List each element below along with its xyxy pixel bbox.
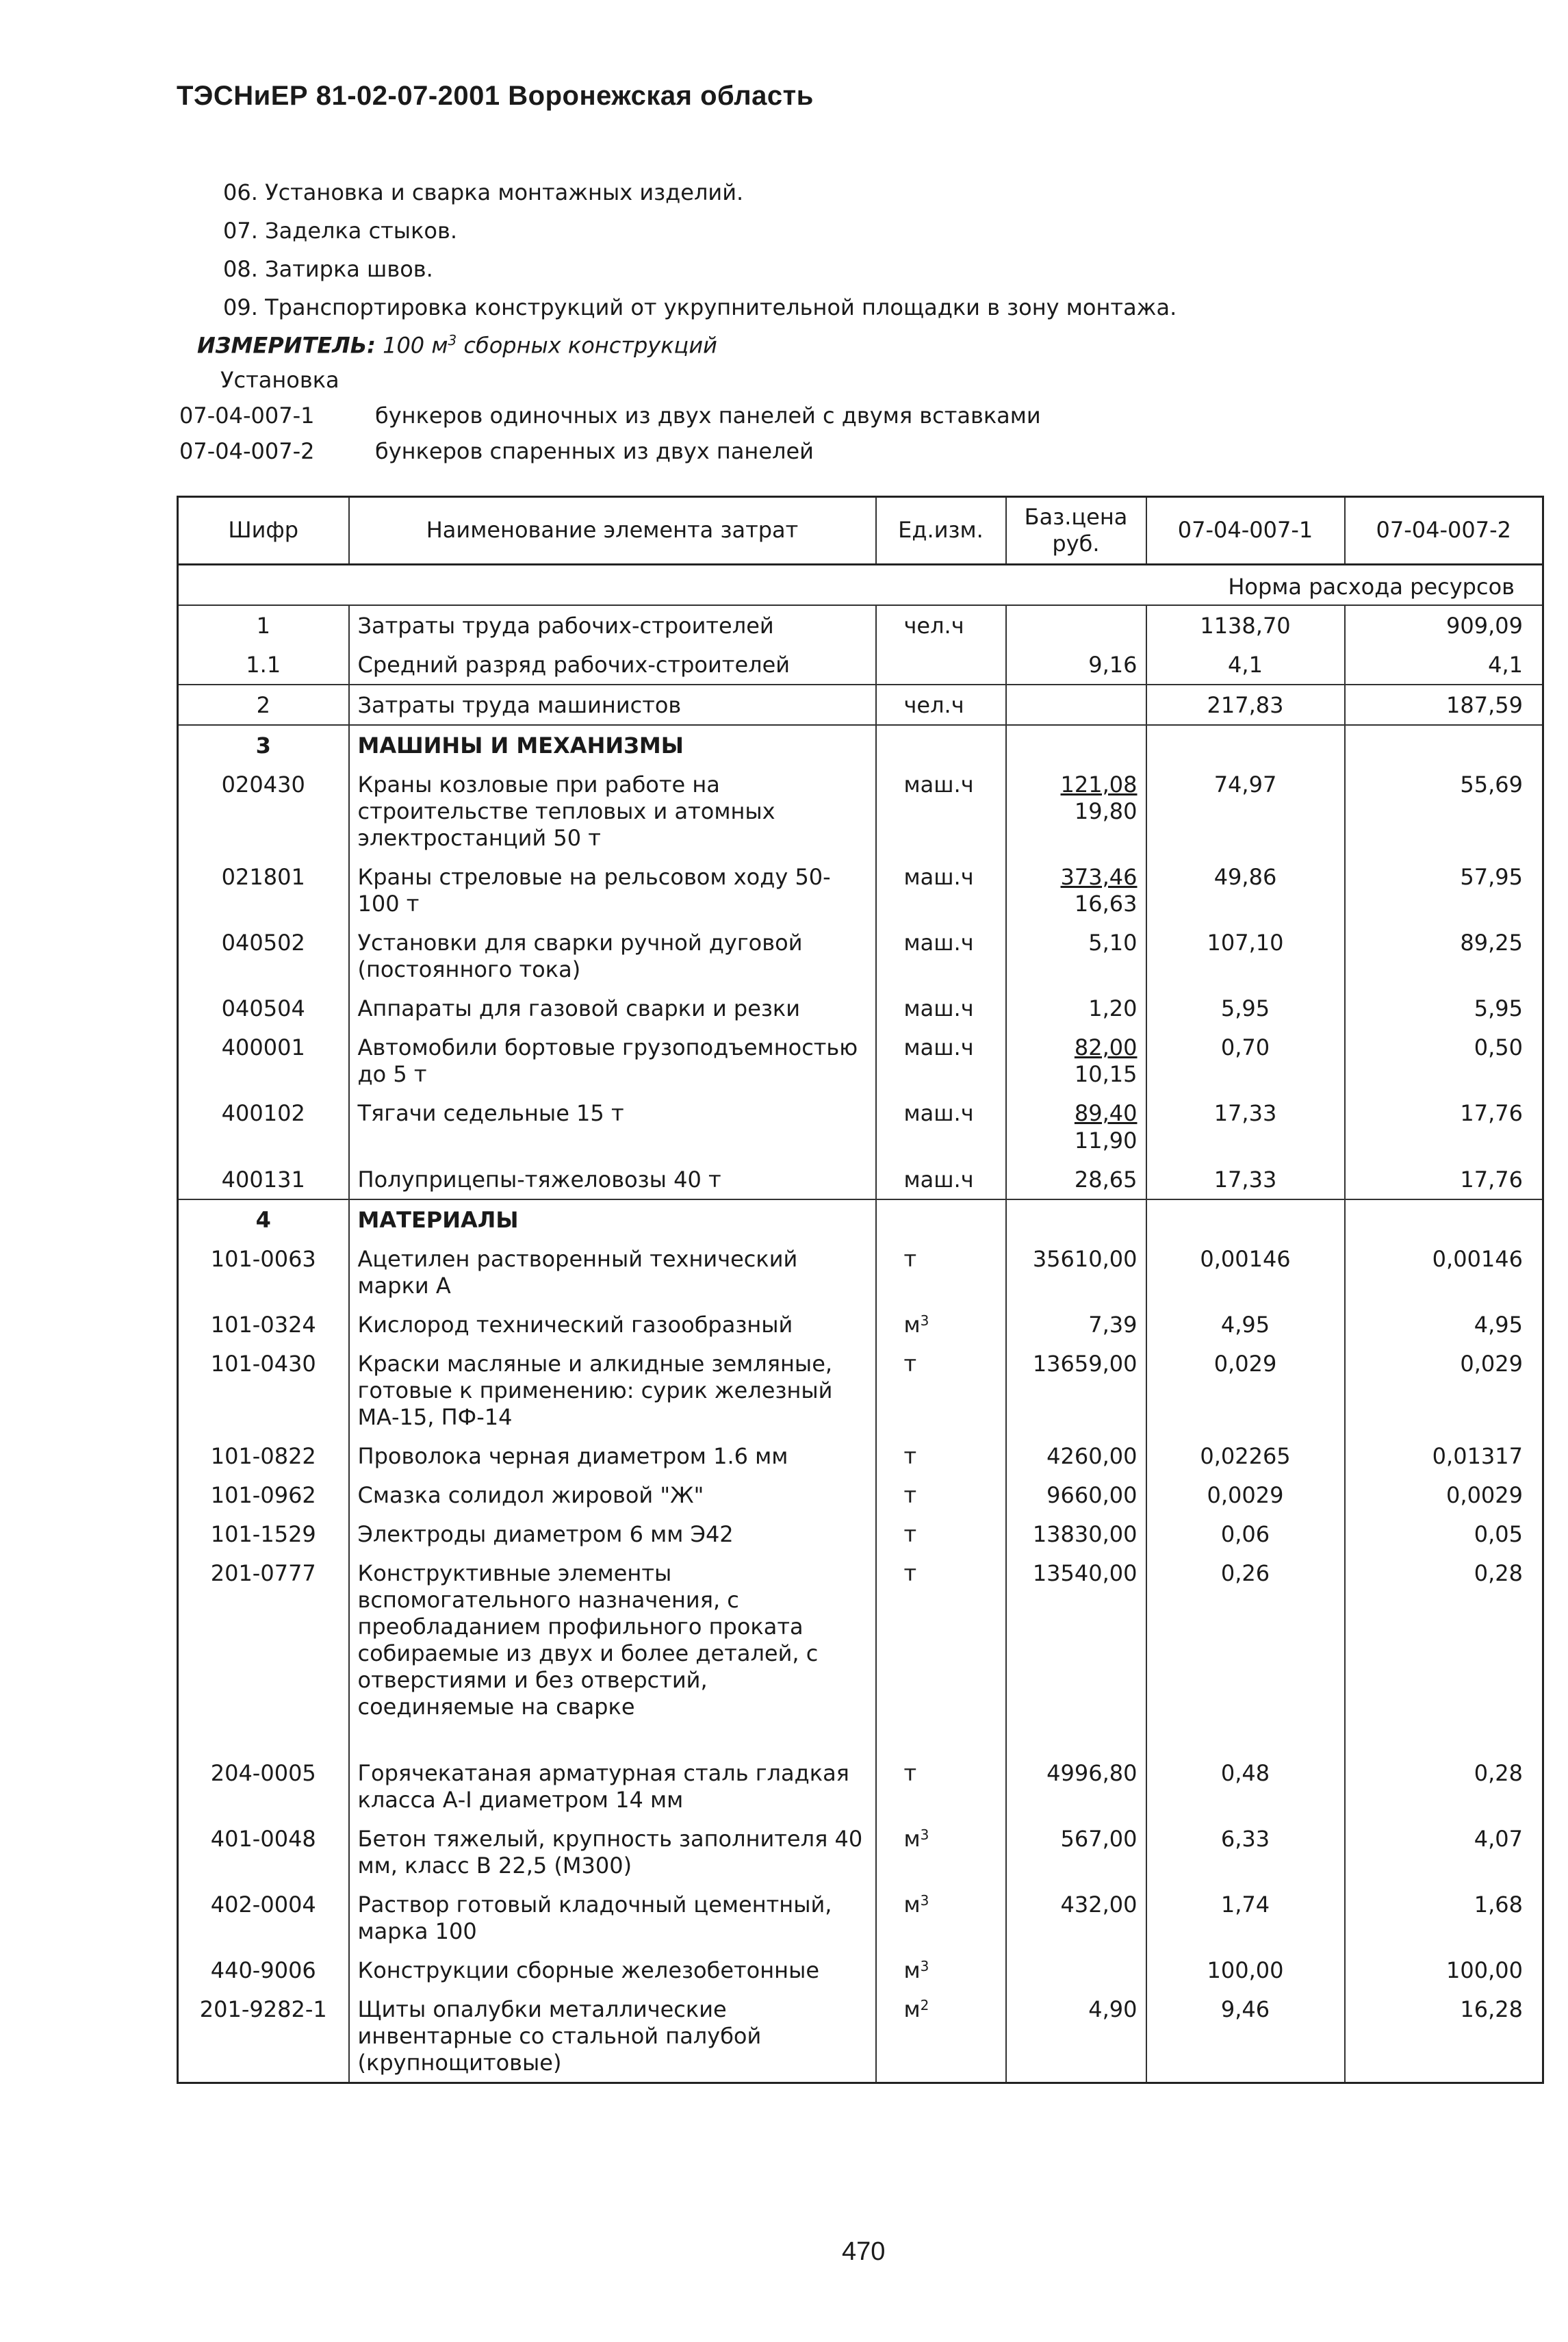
variant-desc: бункеров одиночных из двух панелей с двумя вставками — [375, 403, 1041, 429]
cell-unit — [876, 1475, 1006, 1514]
header-price: Баз.цена руб. — [1006, 497, 1146, 565]
unit-sup: 3 — [920, 1312, 929, 1329]
cell-unit — [876, 685, 1006, 725]
cell-code: 440-9006 — [178, 1950, 349, 1989]
unit-text: чел.ч — [903, 613, 964, 639]
cell-unit — [876, 765, 1006, 857]
cell-price — [1006, 725, 1146, 765]
header-name: Наименование элемента затрат — [349, 497, 876, 565]
cell-norm-2: 17,76 — [1345, 1160, 1543, 1199]
cell-norm-2: 5,95 — [1345, 989, 1543, 1028]
unit-sup: 3 — [920, 1958, 929, 1975]
unit-text: м — [903, 1996, 921, 2023]
cell-unit — [876, 1885, 1006, 1950]
unit-text: маш.ч — [903, 1034, 974, 1061]
price-wage-value: 11,90 — [1074, 1127, 1138, 1154]
norm-title-row — [178, 565, 1543, 606]
cell-code: 020430 — [178, 765, 349, 857]
cell-name: Краски масляные и алкидные земляные, готовые к применению: сурик железный МА-15, ПФ-14 — [349, 1344, 876, 1436]
header-col2: 07-04-007-2 — [1345, 497, 1543, 565]
page-number: 470 — [842, 2237, 886, 2266]
cell-price — [1006, 1199, 1146, 1239]
unit-text: маш.ч — [903, 930, 974, 956]
price-value: 5,10 — [1088, 930, 1138, 956]
price-value: 373,46 — [1060, 864, 1138, 891]
cell-norm-1: 17,33 — [1146, 1093, 1345, 1159]
unit-sup: 3 — [920, 1826, 929, 1844]
cell-norm-1: 17,33 — [1146, 1160, 1345, 1199]
norm-title: Норма расхода ресурсов — [178, 565, 1543, 606]
cell-norm-2: 16,28 — [1345, 1989, 1543, 2083]
table-row — [178, 1819, 1543, 1885]
cell-norm-1: 100,00 — [1146, 1950, 1345, 1989]
cell-norm-2: 55,69 — [1345, 765, 1543, 857]
cell-norm-2: 0,00146 — [1345, 1239, 1543, 1305]
cell-name: Раствор готовый кладочный цементный, марка 100 — [349, 1885, 876, 1950]
cell-norm-2: 0,05 — [1345, 1514, 1543, 1553]
cell-norm-2: 0,01317 — [1345, 1436, 1543, 1475]
unit-text: м — [903, 1957, 921, 1984]
cell-price — [1006, 923, 1146, 989]
table-row — [178, 923, 1543, 989]
cell-unit — [876, 1344, 1006, 1436]
unit-text: т — [903, 1560, 917, 1586]
cell-code: 201-0777 — [178, 1553, 349, 1753]
measure-line — [197, 332, 717, 359]
cell-name: Полуприцепы-тяжеловозы 40 т — [349, 1160, 876, 1199]
cell-price — [1006, 1553, 1146, 1753]
unit-text: маш.ч — [903, 1166, 974, 1193]
cell-norm-1: 74,97 — [1146, 765, 1345, 857]
cell-unit — [876, 857, 1006, 923]
cell-code: 101-0324 — [178, 1305, 349, 1344]
operation-line: 06. Установка и сварка монтажных изделий. — [223, 179, 744, 205]
unit-text: маш.ч — [903, 772, 974, 798]
cell-price — [1006, 1819, 1146, 1885]
cell-norm-2: 0,28 — [1345, 1753, 1543, 1819]
cell-name: Краны стреловые на рельсовом ходу 50-100 т — [349, 857, 876, 923]
table-row — [178, 1885, 1543, 1950]
cell-norm-1 — [1146, 1199, 1345, 1239]
cell-norm-1: 4,95 — [1146, 1305, 1345, 1344]
cell-norm-1: 217,83 — [1146, 685, 1345, 725]
cell-price — [1006, 1753, 1146, 1819]
cell-unit — [876, 1989, 1006, 2083]
cell-unit — [876, 1819, 1006, 1885]
table-row — [178, 645, 1543, 685]
cell-norm-2: 187,59 — [1345, 685, 1543, 725]
cell-norm-1: 0,70 — [1146, 1028, 1345, 1093]
cell-unit — [876, 1028, 1006, 1093]
cell-code: 201-9282-1 — [178, 1989, 349, 2083]
cell-price — [1006, 1305, 1146, 1344]
price-value: 432,00 — [1060, 1892, 1138, 1918]
table-row — [178, 765, 1543, 857]
cell-code: 101-0822 — [178, 1436, 349, 1475]
cell-price — [1006, 1885, 1146, 1950]
unit-sup: 2 — [920, 1997, 929, 2014]
unit-text: т — [903, 1350, 917, 1377]
price-wage-value: 19,80 — [1074, 798, 1138, 825]
cell-name: МАТЕРИАЛЫ — [349, 1199, 876, 1239]
cell-norm-1: 0,02265 — [1146, 1436, 1345, 1475]
cell-unit — [876, 1093, 1006, 1159]
cell-norm-1: 107,10 — [1146, 923, 1345, 989]
cell-price — [1006, 1239, 1146, 1305]
unit-text: т — [903, 1481, 917, 1508]
cell-name: Затраты труда машинистов — [349, 685, 876, 725]
resource-norm-table — [177, 496, 1544, 2084]
price-value: 9,16 — [1088, 652, 1138, 678]
cell-unit — [876, 923, 1006, 989]
cell-price — [1006, 1950, 1146, 1989]
cell-unit — [876, 1436, 1006, 1475]
table-row — [178, 1950, 1543, 1989]
cell-price — [1006, 1160, 1146, 1199]
cell-unit — [876, 1514, 1006, 1553]
cell-name: Горячекатаная арматурная сталь гладкая класса А-I диаметром 14 мм — [349, 1753, 876, 1819]
cell-price — [1006, 1514, 1146, 1553]
cell-code: 2 — [178, 685, 349, 725]
cell-norm-2: 0,50 — [1345, 1028, 1543, 1093]
table-row — [178, 685, 1543, 725]
cell-price — [1006, 1436, 1146, 1475]
unit-text: м — [903, 1892, 921, 1918]
cell-code: 400102 — [178, 1093, 349, 1159]
table-row — [178, 1199, 1543, 1239]
unit-text: т — [903, 1760, 917, 1787]
cell-name: Смазка солидол жировой "Ж" — [349, 1475, 876, 1514]
price-value: 567,00 — [1060, 1826, 1138, 1853]
table-row — [178, 1753, 1543, 1819]
cell-name: МАШИНЫ И МЕХАНИЗМЫ — [349, 725, 876, 765]
cell-unit — [876, 1950, 1006, 1989]
cell-norm-1: 4,1 — [1146, 645, 1345, 685]
cell-code: 400131 — [178, 1160, 349, 1199]
cell-unit — [876, 1199, 1006, 1239]
cell-norm-1: 0,48 — [1146, 1753, 1345, 1819]
cell-code: 3 — [178, 725, 349, 765]
price-value: 89,40 — [1074, 1100, 1138, 1127]
cell-price — [1006, 645, 1146, 685]
cell-norm-1: 0,06 — [1146, 1514, 1345, 1553]
cell-name: Бетон тяжелый, крупность заполнителя 40 мм, класс В 22,5 (М300) — [349, 1819, 876, 1885]
cell-price — [1006, 1344, 1146, 1436]
cell-code: 101-0063 — [178, 1239, 349, 1305]
cell-norm-2 — [1345, 725, 1543, 765]
cell-unit — [876, 989, 1006, 1028]
cell-name: Конструктивные элементы вспомогательного назначения, с преобладанием профильного проката собираемые из двух и более деталей, с отверстиями и без отверстий, соединяемые на сварке — [349, 1553, 876, 1753]
cell-name: Аппараты для газовой сварки и резки — [349, 989, 876, 1028]
cell-unit — [876, 1305, 1006, 1344]
cell-norm-1: 0,0029 — [1146, 1475, 1345, 1514]
cell-norm-2: 909,09 — [1345, 605, 1543, 645]
cell-norm-2: 100,00 — [1345, 1950, 1543, 1989]
unit-text: т — [903, 1245, 917, 1272]
price-value: 1,20 — [1088, 995, 1138, 1022]
cell-norm-2: 4,1 — [1345, 645, 1543, 685]
cell-price — [1006, 1475, 1146, 1514]
table-row — [178, 1028, 1543, 1093]
cell-norm-2: 0,029 — [1345, 1344, 1543, 1436]
cell-norm-2: 4,95 — [1345, 1305, 1543, 1344]
price-wage-value: 10,15 — [1074, 1061, 1138, 1088]
unit-text: маш.ч — [903, 1100, 974, 1127]
cell-code: 101-0430 — [178, 1344, 349, 1436]
document-title: ТЭСНиЕР 81-02-07-2001 Воронежская область — [177, 81, 814, 111]
cell-name: Тягачи седельные 15 т — [349, 1093, 876, 1159]
cell-price — [1006, 685, 1146, 725]
price-value: 82,00 — [1074, 1034, 1138, 1061]
cell-name: Автомобили бортовые грузоподъемностью до 5 т — [349, 1028, 876, 1093]
unit-text: т — [903, 1520, 917, 1547]
cell-norm-2: 4,07 — [1345, 1819, 1543, 1885]
price-value: 4,90 — [1088, 1996, 1138, 2023]
unit-text: т — [903, 1442, 917, 1469]
price-value: 7,39 — [1088, 1311, 1138, 1338]
cell-norm-1: 0,029 — [1146, 1344, 1345, 1436]
table-row — [178, 1989, 1543, 2083]
header-col1: 07-04-007-1 — [1146, 497, 1345, 565]
table-row — [178, 1514, 1543, 1553]
table-row — [178, 1239, 1543, 1305]
table-row — [178, 725, 1543, 765]
cell-norm-2: 1,68 — [1345, 1885, 1543, 1950]
cell-code: 101-1529 — [178, 1514, 349, 1553]
table-row — [178, 1344, 1543, 1436]
variant-code: 07-04-007-1 — [179, 403, 315, 429]
cell-price — [1006, 1093, 1146, 1159]
operation-line: 09. Транспортировка конструкций от укрупнительной площадки в зону монтажа. — [223, 294, 1177, 320]
unit-sup: 3 — [920, 1892, 929, 1909]
cell-code: 400001 — [178, 1028, 349, 1093]
table-row — [178, 1305, 1543, 1344]
cell-name: Установки для сварки ручной дуговой (постоянного тока) — [349, 923, 876, 989]
cell-code: 402-0004 — [178, 1885, 349, 1950]
cell-norm-2: 0,0029 — [1345, 1475, 1543, 1514]
table-row — [178, 1093, 1543, 1159]
price-value: 35610,00 — [1032, 1245, 1138, 1272]
cell-code: 040504 — [178, 989, 349, 1028]
cell-norm-2 — [1345, 1199, 1543, 1239]
unit-text: маш.ч — [903, 995, 974, 1022]
unit-text: м — [903, 1311, 921, 1338]
measure-label: ИЗМЕРИТЕЛЬ: — [197, 332, 376, 359]
table-row — [178, 1475, 1543, 1514]
cell-unit — [876, 605, 1006, 645]
cell-price — [1006, 989, 1146, 1028]
header-code: Шифр — [178, 497, 349, 565]
cell-norm-1: 1,74 — [1146, 1885, 1345, 1950]
price-value: 9660,00 — [1046, 1481, 1138, 1508]
cell-norm-1: 1138,70 — [1146, 605, 1345, 645]
cell-norm-2: 0,28 — [1345, 1553, 1543, 1753]
cell-norm-1: 5,95 — [1146, 989, 1345, 1028]
table-row — [178, 1160, 1543, 1199]
cell-norm-1: 49,86 — [1146, 857, 1345, 923]
price-wage-value: 16,63 — [1074, 891, 1138, 917]
cell-code: 040502 — [178, 923, 349, 989]
cell-unit — [876, 1160, 1006, 1199]
cell-name: Щиты опалубки металлические инвентарные со стальной палубой (крупнощитовые) — [349, 1989, 876, 2083]
cell-price — [1006, 1989, 1146, 2083]
cell-norm-1: 9,46 — [1146, 1989, 1345, 2083]
cell-norm-2: 17,76 — [1345, 1093, 1543, 1159]
cell-name: Краны козловые при работе на строительстве тепловых и атомных электростанций 50 т — [349, 765, 876, 857]
table-row — [178, 989, 1543, 1028]
cell-name: Ацетилен растворенный технический марки А — [349, 1239, 876, 1305]
cell-code: 4 — [178, 1199, 349, 1239]
cell-name: Затраты труда рабочих-строителей — [349, 605, 876, 645]
cell-norm-2: 89,25 — [1345, 923, 1543, 989]
cell-unit — [876, 1753, 1006, 1819]
cell-unit — [876, 645, 1006, 685]
price-value: 4260,00 — [1046, 1442, 1138, 1469]
cell-price — [1006, 765, 1146, 857]
price-value: 28,65 — [1074, 1166, 1138, 1193]
cell-norm-2: 57,95 — [1345, 857, 1543, 923]
price-value: 4996,80 — [1046, 1760, 1138, 1787]
cell-unit — [876, 1239, 1006, 1305]
cell-code: 101-0962 — [178, 1475, 349, 1514]
table-header-row — [178, 497, 1543, 565]
cell-name: Электроды диаметром 6 мм Э42 — [349, 1514, 876, 1553]
cell-code: 401-0048 — [178, 1819, 349, 1885]
cell-name: Кислород технический газообразный — [349, 1305, 876, 1344]
cell-name: Проволока черная диаметром 1.6 мм — [349, 1436, 876, 1475]
price-value: 13540,00 — [1032, 1560, 1138, 1586]
unit-text: маш.ч — [903, 864, 974, 891]
cell-code: 1 — [178, 605, 349, 645]
price-value: 13659,00 — [1032, 1350, 1138, 1377]
cell-price — [1006, 605, 1146, 645]
unit-text: чел.ч — [903, 692, 964, 719]
table-row — [178, 1553, 1543, 1753]
cell-unit — [876, 1553, 1006, 1753]
cell-norm-1: 0,00146 — [1146, 1239, 1345, 1305]
table-row — [178, 1436, 1543, 1475]
measure-rest: сборных конструкций — [457, 332, 717, 359]
operation-line: 07. Заделка стыков. — [223, 218, 457, 244]
cell-name: Средний разряд рабочих-строителей — [349, 645, 876, 685]
unit-text: м — [903, 1826, 921, 1853]
variant-code: 07-04-007-2 — [179, 438, 315, 464]
cell-norm-1 — [1146, 725, 1345, 765]
cell-price — [1006, 857, 1146, 923]
table-row — [178, 605, 1543, 645]
price-value: 121,08 — [1060, 772, 1138, 798]
measure-value: 100 м — [383, 332, 448, 359]
cell-unit — [876, 725, 1006, 765]
cell-norm-1: 6,33 — [1146, 1819, 1345, 1885]
cell-name: Конструкции сборные железобетонные — [349, 1950, 876, 1989]
cell-norm-1: 0,26 — [1146, 1553, 1345, 1753]
cell-code: 021801 — [178, 857, 349, 923]
cell-price — [1006, 1028, 1146, 1093]
price-value: 13830,00 — [1032, 1520, 1138, 1547]
operation-line: 08. Затирка швов. — [223, 256, 433, 282]
table-row — [178, 857, 1543, 923]
cell-code: 204-0005 — [178, 1753, 349, 1819]
install-label: Установка — [220, 367, 339, 393]
measure-sup: 3 — [448, 332, 457, 348]
variant-desc: бункеров спаренных из двух панелей — [375, 438, 814, 464]
header-unit: Ед.изм. — [876, 497, 1006, 565]
cell-code: 1.1 — [178, 645, 349, 685]
